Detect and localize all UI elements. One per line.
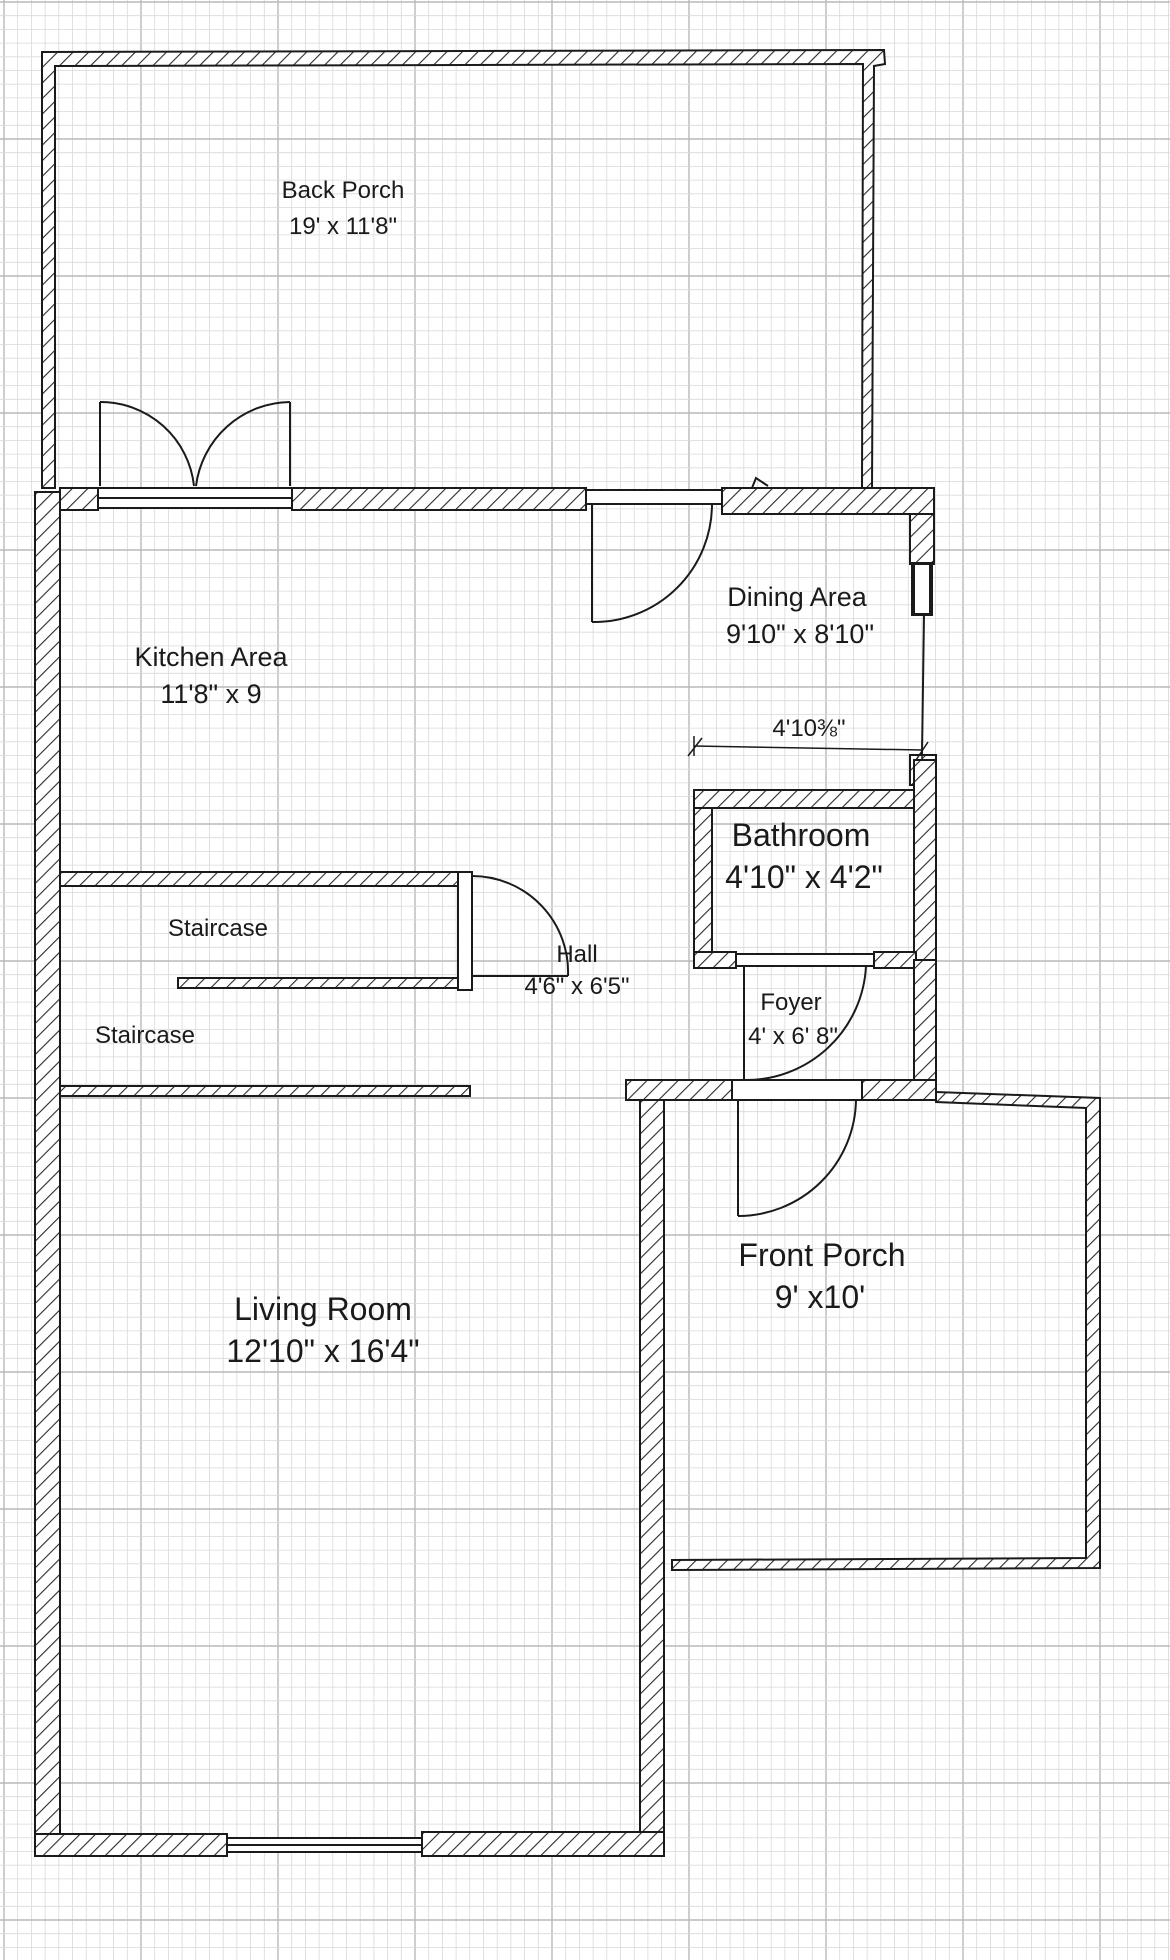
hall-size: 4'6" x 6'5" — [524, 973, 630, 1000]
living-bottom-wall-right — [422, 1832, 664, 1856]
living-right-wall — [640, 1094, 664, 1854]
staircase-lower-name: Staircase — [94, 1022, 196, 1049]
dining-right-wall — [910, 514, 934, 564]
living-room-name: Living Room — [234, 1291, 412, 1327]
back-wall-left-segment — [60, 488, 98, 510]
bathroom-bottom-wall-right — [874, 952, 916, 968]
staircase-upper-wall — [60, 872, 458, 886]
bathroom-name: Bathroom — [731, 817, 871, 853]
bathroom-left-wall — [694, 808, 712, 960]
foyer-right-wall — [914, 960, 936, 1082]
bathroom-size: 4'10" x 4'2" — [725, 859, 883, 895]
front-wall-right-segment — [862, 1080, 936, 1100]
back-wall-middle-segment — [292, 488, 586, 510]
front-door-threshold — [732, 1080, 862, 1100]
staircase-lower-wall — [60, 1086, 470, 1096]
staircase-door-frame — [458, 872, 472, 990]
living-room-size: 12'10" x 16'4" — [226, 1333, 420, 1369]
back-wall-right-segment — [722, 488, 934, 514]
bathroom-top-wall — [694, 790, 916, 808]
front-wall-left-segment — [626, 1080, 732, 1100]
living-bottom-wall-left — [35, 1834, 227, 1856]
foyer-size: 4' x 6' 8" — [748, 1023, 838, 1050]
front-porch-size: 9' x10' — [774, 1279, 866, 1315]
staircase-upper-name: Staircase — [167, 915, 269, 942]
kitchen-size: 11'8" x 9 — [160, 679, 262, 709]
back-porch-size: 19' x 11'8" — [289, 213, 397, 240]
bathroom-door-threshold — [736, 954, 874, 966]
hall-name: Hall — [556, 941, 598, 968]
bathroom-width-label: 4'10⅜" — [772, 715, 846, 742]
kitchen-door-threshold — [586, 490, 722, 504]
house-left-wall — [35, 492, 60, 1856]
foyer-name: Foyer — [760, 989, 822, 1016]
kitchen-name: Kitchen Area — [134, 642, 288, 672]
front-porch-name: Front Porch — [738, 1237, 906, 1273]
dining-size: 9'10" x 8'10" — [725, 619, 875, 649]
bathroom-right-wall — [914, 760, 936, 960]
dining-name: Dining Area — [727, 582, 867, 612]
bathroom-bottom-wall-left — [694, 952, 736, 968]
dining-window — [914, 564, 930, 614]
back-porch-name: Back Porch — [281, 177, 405, 204]
staircase-divider-wall — [178, 978, 460, 988]
